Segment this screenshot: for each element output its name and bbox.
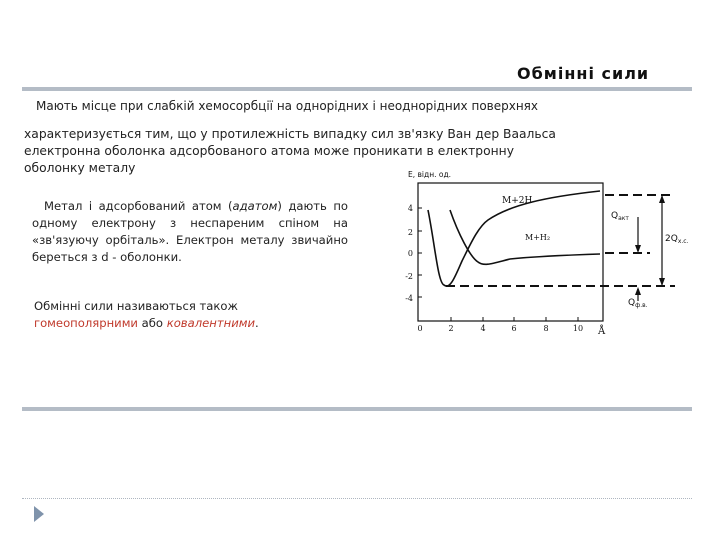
description-paragraph: характеризується тим, що у протилежність випадку сил зв'язку Ван дер Ваальса електронна оболонка адсорбованого атома може проникати в електронну оболонку металу [24,127,556,175]
x-tick-8: 8 [543,324,549,333]
x-tick-10: 10 [572,324,584,333]
note-text-end: . [255,316,259,330]
potential-energy-diagram [380,165,710,345]
adatom-text-pre: Метал і адсорбований атом ( [44,199,233,213]
q-xs-label: $2Q_{х.с.}$ [665,234,689,245]
qfv-arrow-head [635,287,641,295]
curve-label-m-2h: M+2H [502,196,533,206]
x-tick-marks [451,317,578,321]
q-act-label: $Q_{акт}$ [611,211,629,222]
y-tick-4: 4 [407,204,413,213]
x-tick-2: 2 [448,324,454,333]
y-tick-minus2: -2 [405,272,413,281]
covalent-term: ковалентними [166,316,256,330]
y-tick-0: 0 [407,249,413,258]
y-tick-labels [405,204,413,303]
qxs-arrow-top [659,195,665,203]
qxs-arrow-bottom [659,278,665,286]
footer-dotted-line [22,498,692,499]
slide-title: Обмінні сили [517,64,650,83]
x-tick-labels [417,324,583,333]
x-tick-0: 0 [417,324,423,333]
note-text-pre: Обмінні сили називаються також [34,299,238,313]
intro-line: Мають місце при слабкій хемосорбції на однорідних і неоднорідних поверхнях [36,99,539,113]
curve-label-m-h2: M+H₂ [525,233,551,242]
q-fv-label: $Q_{ф.в.}$ [628,298,648,309]
angstrom-unit-label: Å [598,326,606,337]
y-tick-minus4: -4 [405,294,413,303]
y-tick-2: 2 [407,228,413,237]
play-triangle-icon[interactable] [34,506,44,522]
bottom-divider [22,407,692,411]
exchange-forces-note [34,298,334,332]
energy-level-lines [446,195,675,286]
top-divider [22,87,692,91]
homeopolar-term: гомеополярними [34,316,138,330]
adatom-term: адатом [232,199,278,213]
qact-arrow-head [635,245,641,253]
note-text-mid: або [137,316,167,330]
y-axis-label: E, відн. од. [408,170,452,179]
adatom-text-post: ) дають по одному електрону з неспареним спіном на «зв'язуючу орбіталь». Електрон металу звичайно береться з d - оболонки. [32,199,348,264]
x-tick-6: 6 [511,324,517,333]
y-tick-marks [418,208,422,297]
adatom-paragraph [32,198,348,266]
x-tick-4: 4 [480,324,486,333]
